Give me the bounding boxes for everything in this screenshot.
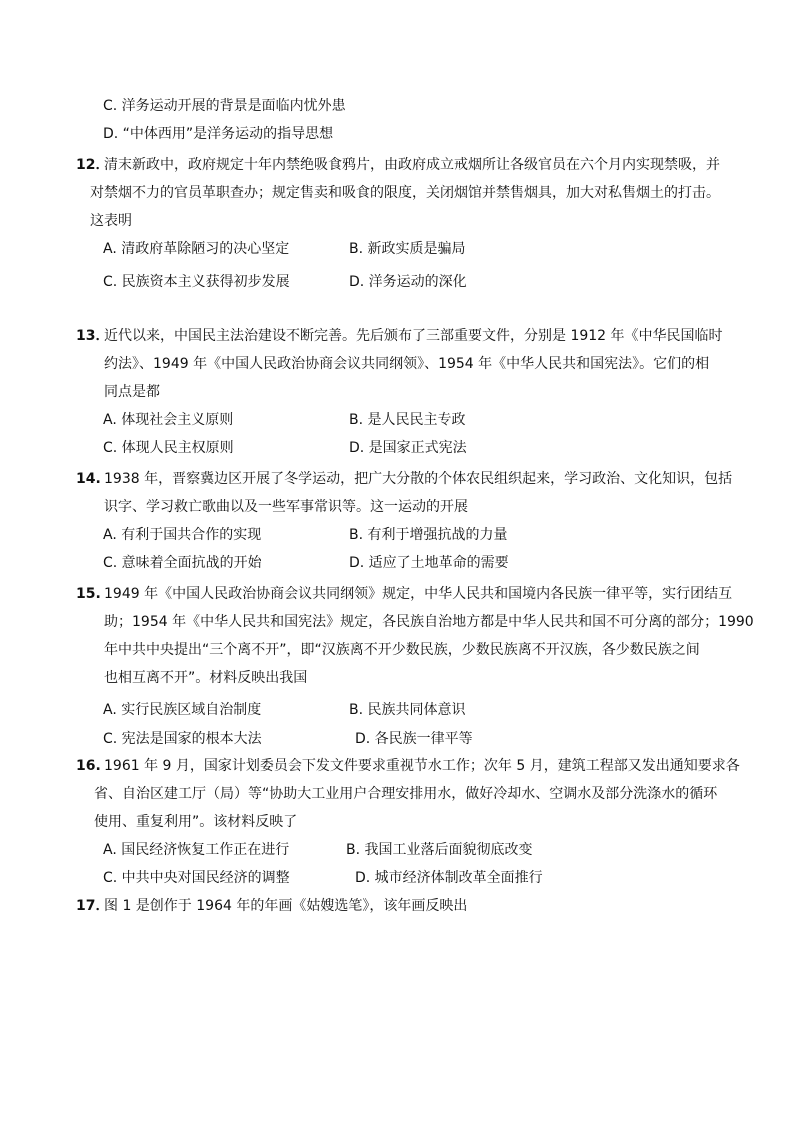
q14-stem-line-2: 识字、学习救亡歌曲以及一些军事常识等。这一运动的开展 <box>104 499 468 515</box>
q15-stem-line-3: 年中共中央提出“三个离不开”，即“汉族离不开少数民族，少数民族离不开汉族，各少数民族之间 <box>104 642 700 658</box>
q16-stem-line-1: 1961 年 9 月，国家计划委员会下发文件要求重视节水工作；次年 5 月，建筑工程部又发出通知要求各 <box>104 758 740 774</box>
q13-option-c: C. 体现人民主权原则 <box>103 440 234 456</box>
q14-option-b: B. 有利于增强抗战的力量 <box>349 527 508 543</box>
q15-stem-line-2: 助；1954 年《中华人民共和国宪法》规定，各民族自治地方都是中华人民共和国不可分离的部分；1990 <box>104 614 754 630</box>
q13-stem-line-2: 约法》、1949 年《中国人民政治协商会议共同纲领》、1954 年《中华人民共和国宪法》。它们的相 <box>104 356 710 372</box>
q12-number: 12． <box>76 157 110 173</box>
q11-option-c: C. 洋务运动开展的背景是面临内忧外患 <box>103 98 346 114</box>
q13-stem-line-3: 同点是都 <box>104 384 160 400</box>
q15-option-b: B. 民族共同体意识 <box>349 702 466 718</box>
q13-option-b: B. 是人民民主专政 <box>349 412 466 428</box>
q14-stem-line-1: 1938 年，晋察冀边区开展了冬学运动，把广大分散的个体农民组织起来，学习政治、文化知识，包括 <box>104 471 733 487</box>
q16-option-d: D. 城市经济体制改革全面推行 <box>355 870 543 886</box>
q15-option-d: D. 各民族一律平等 <box>355 731 473 747</box>
q13-option-a: A. 体现社会主义原则 <box>103 412 234 428</box>
q16-stem-line-2: 省、自治区建工厅（局）等“协助大工业用户合理安排用水，做好冷却水、空调水及部分洗涤水的循环 <box>94 786 718 802</box>
q13-option-d: D. 是国家正式宪法 <box>349 440 467 456</box>
q13-number: 13． <box>76 328 110 344</box>
q13-stem-line-1: 近代以来，中国民主法治建设不断完善。先后颁布了三部重要文件，分别是 1912 年《中华民国临时 <box>104 328 723 344</box>
q17-number: 17． <box>76 898 110 914</box>
q12-stem-line-2: 对禁烟不力的官员革职查办；规定售卖和吸食的限度，关闭烟馆并禁售烟具，加大对私售烟土的打击。 <box>90 185 720 201</box>
q12-option-c: C. 民族资本主义获得初步发展 <box>103 274 290 290</box>
q12-option-a: A. 清政府革除陋习的决心坚定 <box>103 241 290 257</box>
q12-option-d: D. 洋务运动的深化 <box>349 274 467 290</box>
q15-stem-line-4: 也相互离不开”。材料反映出我国 <box>104 670 308 686</box>
q16-option-b: B. 我国工业落后面貌彻底改变 <box>346 842 533 858</box>
q15-option-a: A. 实行民族区域自治制度 <box>103 702 262 718</box>
q16-stem-line-3: 使用、重复利用”。该材料反映了 <box>94 814 298 830</box>
q12-stem-line-1: 清末新政中，政府规定十年内禁绝吸食鸦片，由政府成立戒烟所让各级官员在六个月内实现禁吸，并 <box>104 157 720 173</box>
q11-option-d: D. “中体西用”是洋务运动的指导思想 <box>103 126 334 142</box>
q15-option-c: C. 宪法是国家的根本大法 <box>103 731 262 747</box>
q16-option-c: C. 中共中央对国民经济的调整 <box>103 870 290 886</box>
q14-option-a: A. 有利于国共合作的实现 <box>103 527 262 543</box>
q17-stem-line-1: 图 1 是创作于 1964 年的年画《姑嫂选笔》，该年画反映出 <box>104 898 468 914</box>
q14-number: 14. <box>76 471 101 487</box>
q15-stem-line-1: 1949 年《中国人民政治协商会议共同纲领》规定，中华人民共和国境内各民族一律平等，实行团结互 <box>104 586 733 602</box>
q12-option-b: B. 新政实质是骗局 <box>349 241 466 257</box>
q14-option-c: C. 意味着全面抗战的开始 <box>103 555 262 571</box>
q15-number: 15. <box>76 586 101 602</box>
q16-number: 16. <box>76 758 101 774</box>
q14-option-d: D. 适应了土地革命的需要 <box>349 555 509 571</box>
q16-option-a: A. 国民经济恢复工作正在进行 <box>103 842 290 858</box>
q12-stem-line-3: 这表明 <box>90 213 132 229</box>
